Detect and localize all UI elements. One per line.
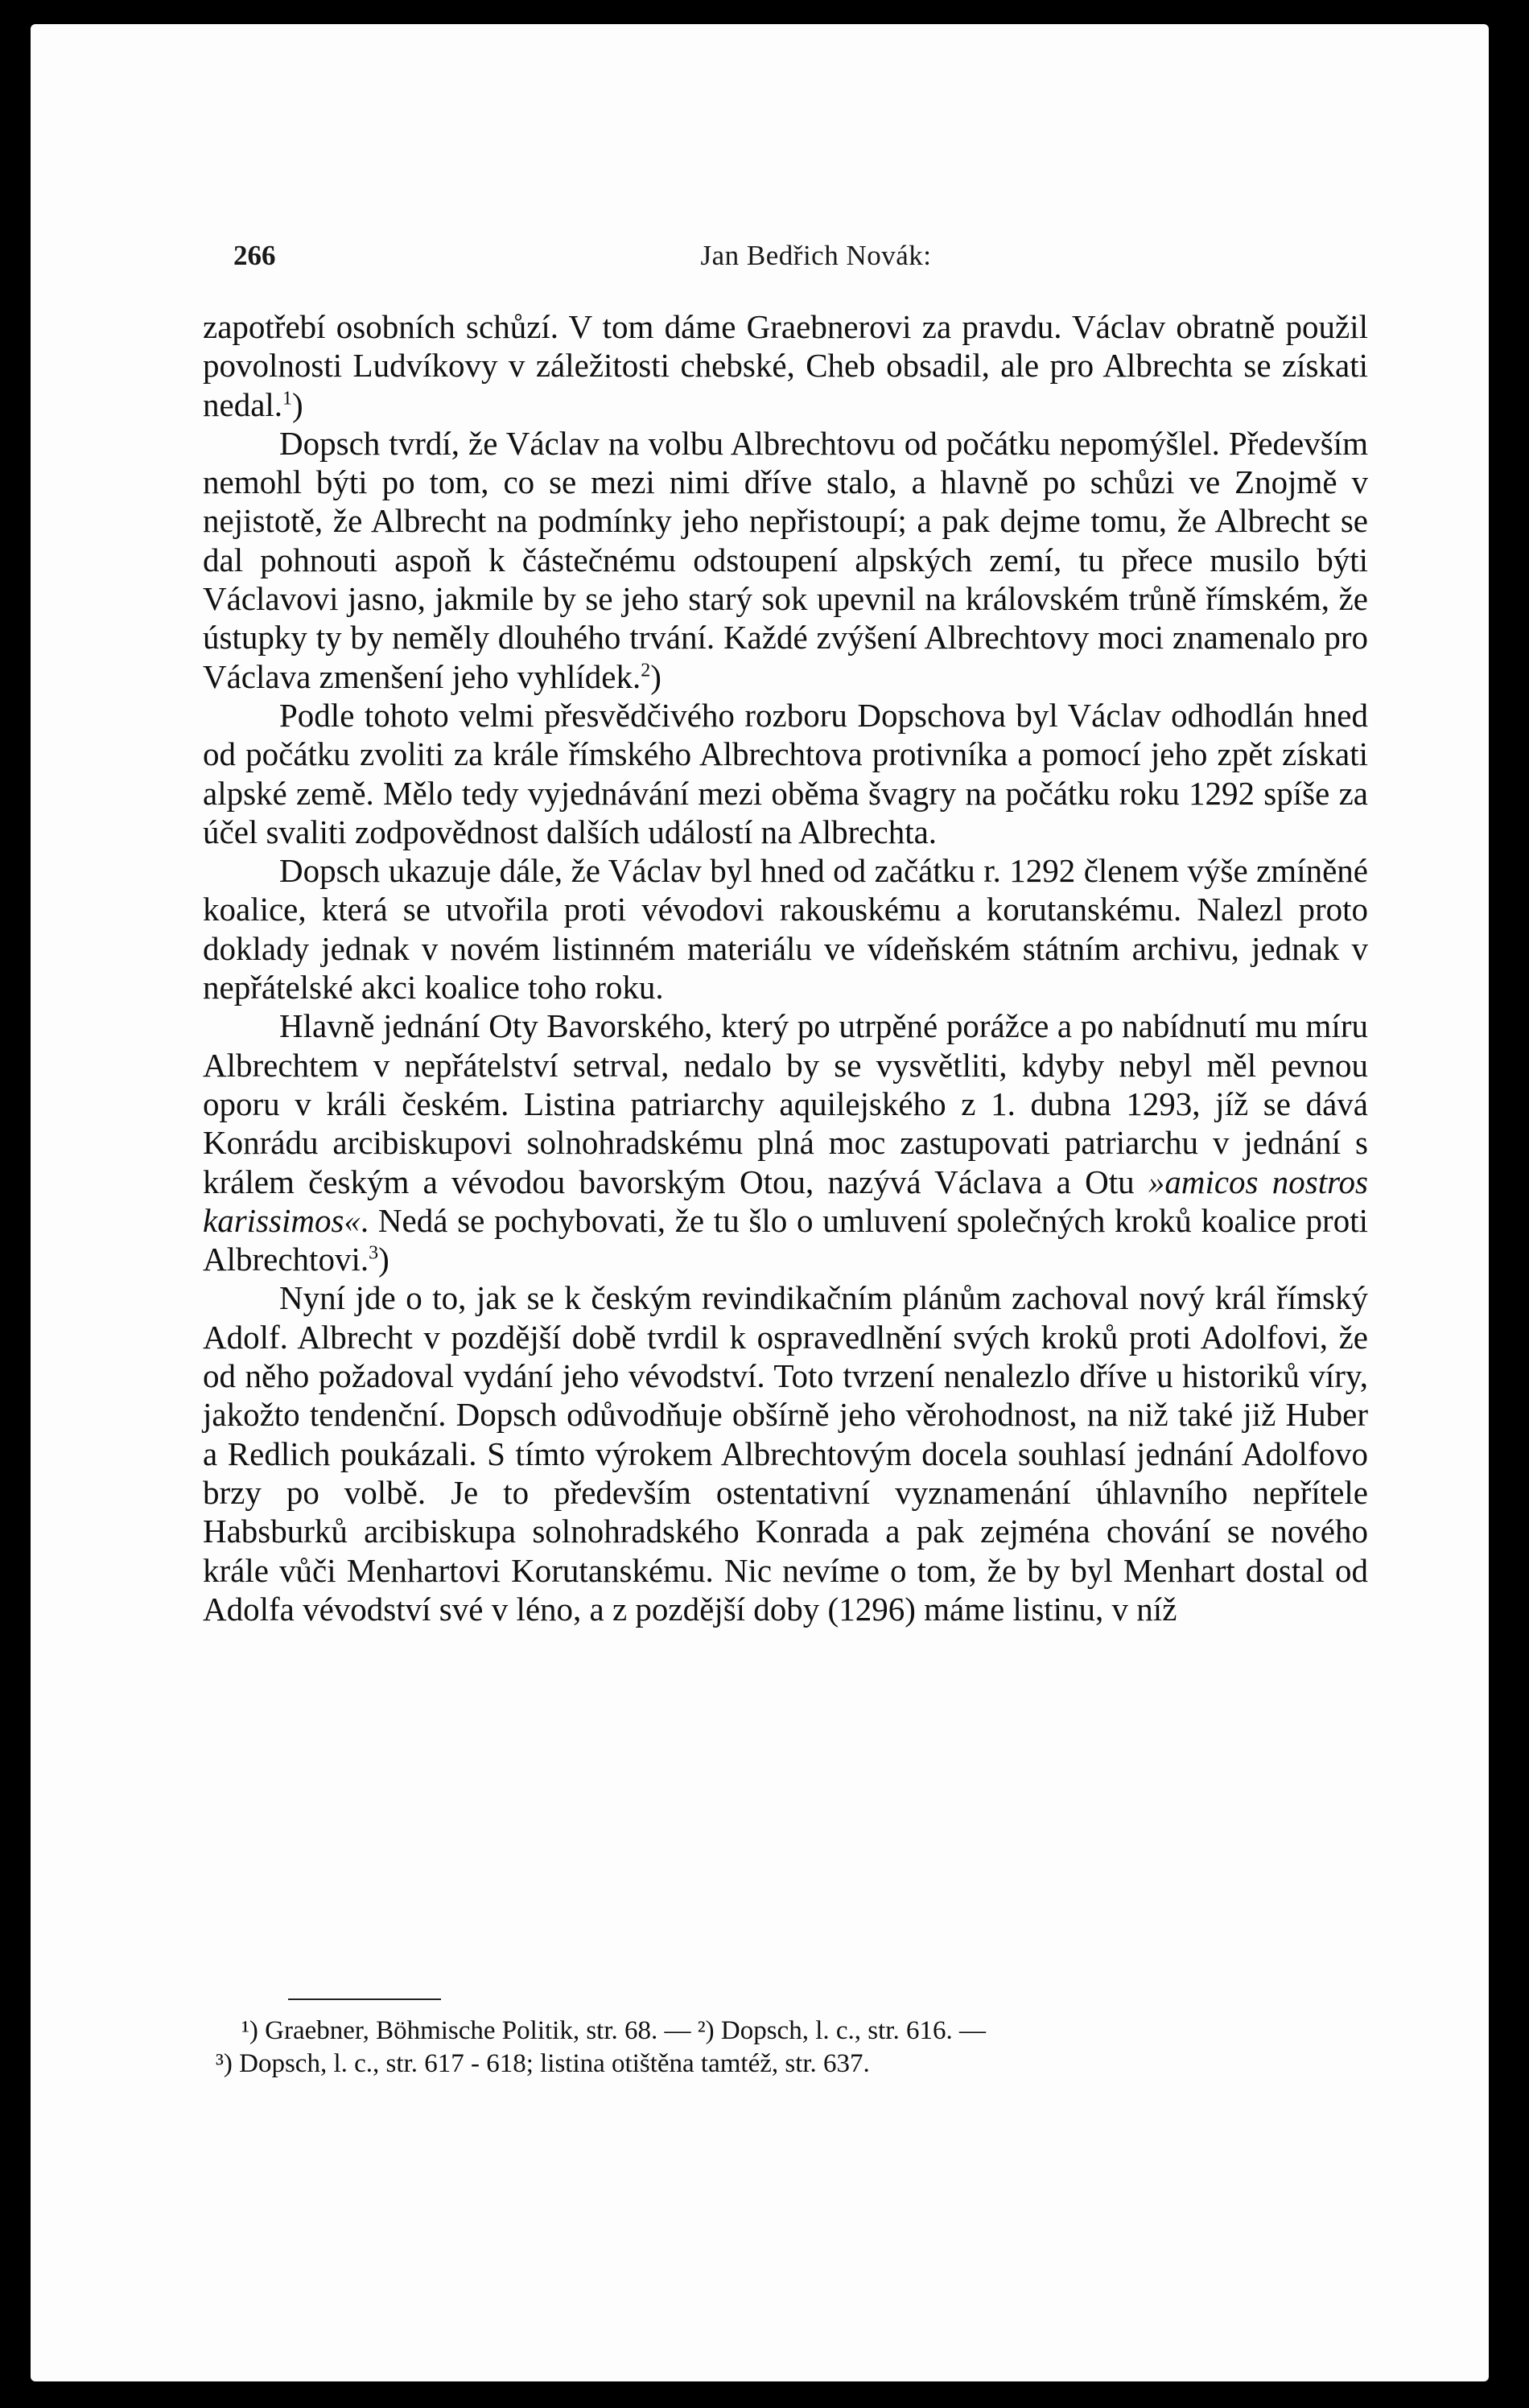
paragraph: Nyní jde o to, jak se k českým revindikačním plánům zachoval nový král římský Adolf. Albrecht v pozdější době tvrdil k ospravedlnění svých kroků proti Adolfovi, že od něho požadoval vydání jeho vévodství. Toto tvrzení nenalezlo dříve u historiků víry, jakožto tendenční. Dopsch odůvodňuje obšírně jeho věrohodnost, na niž také již Huber a Redlich poukázali. S tímto výrokem Albrechtovým docela souhlasí jednání Adolfovo brzy po volbě. Je to především ostentativní vyznamenání úhlavního nepřítele Habsburků arcibiskupa solnohradského Konrada a pak zejména chování se nového krále vůči Menhartovi Korutanskému. Nic nevíme o tom, že by byl Menhart dostal od Adolfa vévodství své v léno, a z pozdější doby (1296) máme listinu, v níž <box>203 1279 1368 1628</box>
footnotes <box>216 2015 1368 2081</box>
page-header <box>233 240 1399 291</box>
page-number: 266 <box>233 240 276 271</box>
footnote-ref: 3 <box>369 1242 379 1264</box>
paragraph: Dopsch tvrdí, že Václav na volbu Albrechtovu od počátku nepomýšlel. Především nemohl býti po tom, co se mezi nimi dříve stalo, a hlavně po schůzi ve Znojmě v nejistotě, že Albrecht na podmínky jeho nepřistoupí; a pak dejme tomu, že Albrecht se dal pohnouti aspoň k částečnému odstoupení alpských zemí, tu přece musilo býti Václavovi jasno, jakmile by se jeho starý sok upevnil na královském trůně římském, že ústupky ty by neměly dlouhého trvání. Každé zvýšení Albrechtovy moci znamenalo pro Václava zmenšení jeho vyhlídek.$^2$) <box>203 424 1368 695</box>
paragraph: Hlavně jednání Oty Bavorského, který po utrpěné porážce a po nabídnutí mu míru Albrechtem v nepřátelství setrval, nedalo by se vysvětliti, kdyby nebyl měl pevnou oporu v králi českém. Listina patriarchy aquilejského z 1. dubna 1293, jíž se dává Konrádu arcibiskupovi solnohradskému plná moc zastupovati patriarchu v jednání s králem českým a vévodou bavorským Otou, nazývá Václava a Otu »amicos nostros karissimos«. Nedá se pochybovati, že tu šlo o umluvení společných kroků koalice proti Albrechtovi.$^3$) <box>203 1007 1368 1278</box>
latin-quote: »amicos nostros karissimos« <box>203 1163 1368 1239</box>
paragraph: Dopsch ukazuje dále, že Václav byl hned od začátku r. 1292 členem výše zmíněné koalice, která se utvořila proti vévodovi rakouskému a korutanskému. Nalezl proto doklady jednak v novém listinném materiálu ve vídeňském státním archivu, jednak v nepřátelské akci koalice toho roku. <box>203 852 1368 1006</box>
footnote-line: ³) Dopsch, l. c., str. 617 - 618; listina otištěna tamtéž, str. 637. <box>216 2049 870 2078</box>
running-title: Jan Bedřich Novák: <box>700 240 932 271</box>
footnote-line: ¹) Graebner, Böhmische Politik, str. 68. — ²) Dopsch, l. c., str. 616. — <box>241 2016 986 2045</box>
footnote-divider <box>288 1998 441 2000</box>
body-text <box>203 307 1368 1628</box>
footnote-ref: 2 <box>641 660 651 681</box>
footnote-ref: 1 <box>282 387 293 409</box>
paragraph: Podle tohoto velmi přesvědčivého rozboru Dopschova byl Václav odhodlán hned od počátku zvoliti za krále římského Albrechtova protivníka a pomocí jeho zpět získati alpské země. Mělo tedy vyjednávání mezi oběma švagry na počátku roku 1292 spíše za účel svaliti zodpovědnost dalších událostí na Albrechta. <box>203 696 1368 850</box>
paragraph: zapotřebí osobních schůzí. V tom dáme Graebnerovi za pravdu. Václav obratně použil povolnosti Ludvíkovy v záležitosti chebské, Cheb obsadil, ale pro Albrechta se získati nedal.$^1$) <box>203 308 1368 423</box>
